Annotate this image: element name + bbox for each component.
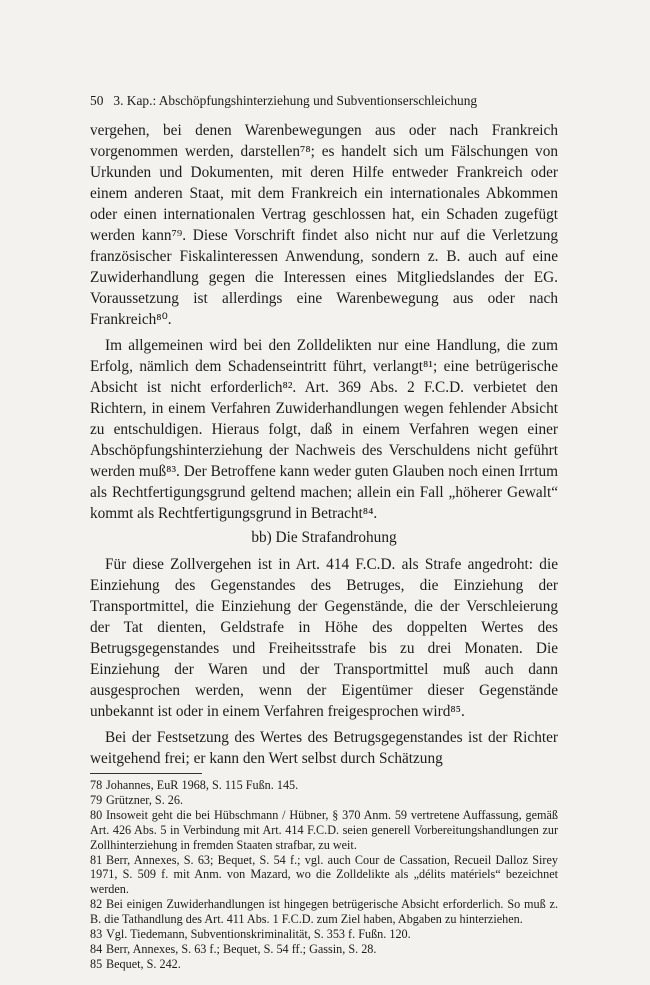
footnote bbox=[90, 793, 558, 808]
running-title: 3. Kap.: Abschöpfungshinterziehung und Subventionserschleichung bbox=[113, 93, 478, 108]
footnote-number: 82 bbox=[90, 897, 103, 912]
footnote bbox=[90, 957, 558, 972]
footnote bbox=[90, 853, 558, 898]
footnotes bbox=[90, 778, 558, 972]
page-number: 50 bbox=[90, 93, 104, 108]
footnote-text: Berr, Annexes, S. 63; Bequet, S. 54 f.; vgl. auch Cour de Cassation, Recueil Dalloz Sirey 1971, S. 509 f. mit Anm. von Mazard, wo die Zolldelikte als „délits matériels“ bezeichnet werden. bbox=[90, 852, 558, 897]
paragraph-3: Für diese Zollvergehen ist in Art. 414 F.C.D. als Strafe angedroht: die Einziehung des Gegenstandes des Betruges, die Einziehung der Transportmittel, die Einziehung der Gegenstände, die der Verschleierung der Tat dienten, Geldstrafe in Höhe des doppelten Wertes des Betrugsgegenstandes und Freiheitsstrafe bis zu drei Monaten. Die Einziehung der Waren und der Transportmittel muß auch dann ausgesprochen werden, wenn der Eigentümer dieser Gegenstände unbekannt ist oder in einem Verfahren freigesprochen wird⁸⁵. bbox=[90, 556, 558, 720]
footnote-text: Bequet, S. 242. bbox=[106, 956, 181, 971]
footnote-rule bbox=[90, 773, 202, 774]
footnote-number: 84 bbox=[90, 941, 103, 956]
footnote-text: Grützner, S. 26. bbox=[106, 792, 184, 807]
footnote-text: Bei einigen Zuwiderhandlungen ist hingegen betrügerische Absicht erforderlich. So muß z. B. die Tathandlung des Art. 411 Abs. 1 F.C.D. zum Ziel haben, Abgaben zu hinterziehen. bbox=[90, 897, 558, 927]
footnote-number: 83 bbox=[90, 927, 103, 942]
main-text bbox=[90, 120, 558, 769]
footnote-number: 81 bbox=[90, 852, 103, 867]
footnote-number: 79 bbox=[90, 792, 103, 807]
footnote bbox=[90, 897, 558, 927]
footnote bbox=[90, 942, 558, 957]
book-page bbox=[90, 92, 558, 972]
footnote-number: 85 bbox=[90, 956, 103, 971]
footnote-text: Vgl. Tiedemann, Subventionskriminalität, S. 353 f. Fußn. 120. bbox=[106, 927, 411, 942]
paragraph-2: Im allgemeinen wird bei den Zolldelikten nur eine Handlung, die zum Erfolg, nämlich dem Schadenseintritt führt, verlangt⁸¹; eine betrügerische Absicht ist nicht erforderlich⁸². Art. 369 Abs. 2 F.C.D. verbietet den Richtern, in einem Verfahren Zuwiderhandlungen wegen fehlender Absicht zu entschuldigen. Hieraus folgt, daß in einem Verfahren wegen einer Abschöpfungshinterziehung der Nachweis des Verschuldens nicht geführt werden muß⁸³. Der Betroffene kann weder guten Glauben noch einen Irrtum als Rechtfertigungsgrund geltend machen; allein ein Fall „höherer Gewalt“ kommt als Rechtfertigungsgrund in Betracht⁸⁴. bbox=[90, 337, 558, 522]
footnote-number: 78 bbox=[90, 778, 103, 792]
paragraph-1: vergehen, bei denen Warenbewegungen aus oder nach Frankreich vorgenommen werden, darstellen⁷⁸; es handelt sich um Fälschungen von Urkunden und Dokumenten, mit deren Hilfe entweder Frankreich oder einem anderen Staat, mit dem Frankreich ein internationales Abkommen oder einen internationalen Vertrag geschlossen hat, ein Schaden zugefügt werden kann⁷⁹. Diese Vorschrift findet also nicht nur auf die Verletzung französischer Fiskalinteressen Anwendung, sondern z. B. auch auf eine Zuwiderhandlung gegen die Interessen eines Mitgliedslandes der EG. Voraussetzung ist allerdings eine Warenbewegung aus oder nach Frankreich⁸⁰. bbox=[90, 122, 558, 328]
footnote-text: Johannes, EuR 1968, S. 115 Fußn. 145. bbox=[106, 778, 299, 792]
paragraph-4: Bei der Festsetzung des Wertes des Betrugsgegenstandes ist der Richter weitgehend frei; er kann den Wert selbst durch Schätzung bbox=[90, 729, 558, 767]
footnote bbox=[90, 778, 558, 793]
footnote-text: Berr, Annexes, S. 63 f.; Bequet, S. 54 ff.; Gassin, S. 28. bbox=[106, 941, 377, 956]
running-header bbox=[90, 92, 558, 109]
footnote bbox=[90, 927, 558, 942]
footnote-text: Insoweit geht die bei Hübschmann / Hübner, § 370 Anm. 59 vertretene Auffassung, gemäß Art. 426 Abs. 5 in Verbindung mit Art. 414 F.C.D. seien generell Vorbereitungshandlungen zur Zollhinterziehung in fremden Staaten strafbar, zu weit. bbox=[90, 807, 558, 852]
footnote-number: 80 bbox=[90, 807, 103, 822]
section-heading: bb) Die Strafandrohung bbox=[251, 529, 397, 546]
footnote bbox=[90, 808, 558, 853]
